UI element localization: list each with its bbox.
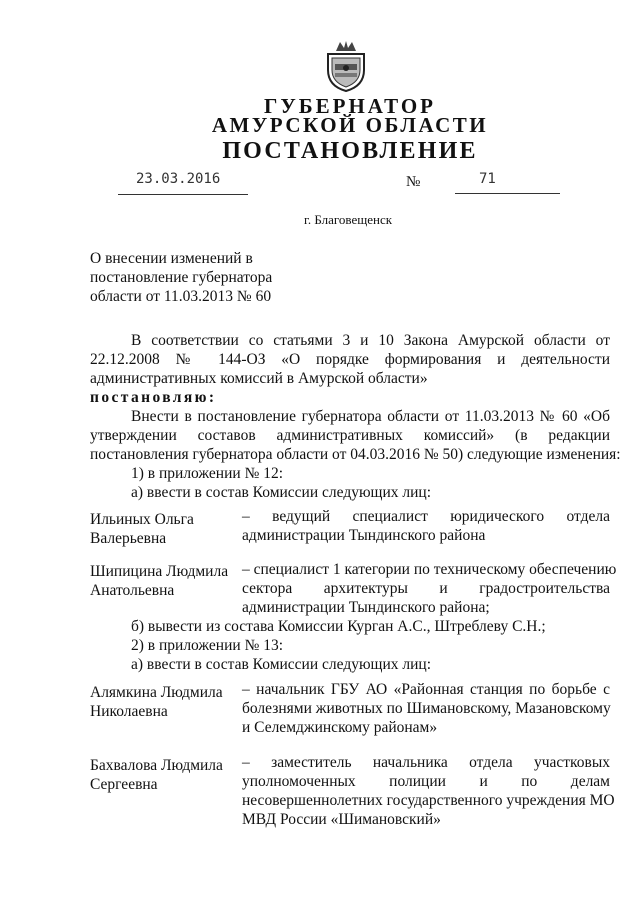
item-2a: а) ввести в состав Комиссии следующих лиц: <box>131 656 432 673</box>
item-2: 2) в приложении № 13: <box>131 637 284 654</box>
preamble-line-1: В соответствии со статьями 3 и 10 Закона Амурской области от <box>131 332 610 349</box>
title-governor: ГУБЕРНАТОР <box>263 94 437 118</box>
intro-line-3: постановления губернатора области от 04.03.2016 № 50) следующие изменения: <box>90 446 621 463</box>
preamble-line-3: административных комиссий в Амурской области» <box>90 370 428 387</box>
person-name-line: Алямкина Людмила <box>90 684 223 701</box>
person-role-line: болезнями животных по Шимановскому, Мазановскому <box>242 700 611 717</box>
person-role-line: – заместитель начальника отдела участковых <box>242 754 610 771</box>
person-name-line: Сергеевна <box>90 776 158 793</box>
resolve-word: постановляю: <box>90 389 217 406</box>
person-role-line: несовершеннолетних государственного учреждения МО <box>242 792 615 809</box>
person-name-line: Шипицина Людмила <box>90 563 229 580</box>
subject-line-3: области от 11.03.2013 № 60 <box>90 288 272 305</box>
item-1a: а) ввести в состав Комиссии следующих лиц: <box>131 484 432 501</box>
preamble-line-2: 22.12.2008 № 144-ОЗ «О порядке формирования и деятельности <box>90 351 610 368</box>
coat-of-arms-emblem <box>322 40 370 92</box>
number-label: № <box>406 174 421 190</box>
title-region: АМУРСКОЙ ОБЛАСТИ <box>211 113 489 137</box>
item-1: 1) в приложении № 12: <box>131 465 284 482</box>
person-name-line: Николаевна <box>90 703 168 720</box>
subject-line-1: О внесении изменений в <box>90 250 253 267</box>
person-role-line: сектора архитектуры и градостроительства <box>242 580 610 597</box>
city: г. Благовещенск <box>304 212 393 227</box>
person-name-line: Валерьевна <box>90 530 167 547</box>
person-role-line: администрации Тындинского района; <box>242 599 490 616</box>
person-role-line: администрации Тындинского района <box>242 527 486 544</box>
intro-line-2: утверждении составов административных комиссий» (в редакции <box>90 427 610 444</box>
document-type-title: ПОСТАНОВЛЕНИЕ <box>222 138 478 164</box>
item-1b: б) вывести из состава Комиссии Курган А.С., Штреблеву С.Н.; <box>131 618 546 635</box>
subject-line-2: постановление губернатора <box>90 269 273 286</box>
person-role-line: и Селемджинскому районам» <box>242 719 438 736</box>
person-name-line: Анатольевна <box>90 582 175 599</box>
person-name-line: Ильиных Ольга <box>90 511 194 528</box>
person-role-line: уполномоченных полиции и по делам <box>242 773 610 790</box>
person-role-line: – специалист 1 категории по техническому обеспечению <box>242 561 617 578</box>
document-date: 23.03.2016 <box>136 171 221 187</box>
person-role-line: – начальник ГБУ АО «Районная станция по борьбе с <box>242 681 610 698</box>
person-role-line: – ведущий специалист юридического отдела <box>242 508 610 525</box>
intro-line-1: Внести в постановление губернатора области от 11.03.2013 № 60 «Об <box>131 408 610 425</box>
number-underline <box>455 193 560 194</box>
person-role-line: МВД России «Шимановский» <box>242 811 441 828</box>
date-underline <box>118 194 248 195</box>
person-name-line: Бахвалова Людмила <box>90 757 223 774</box>
document-number: 71 <box>479 171 496 187</box>
